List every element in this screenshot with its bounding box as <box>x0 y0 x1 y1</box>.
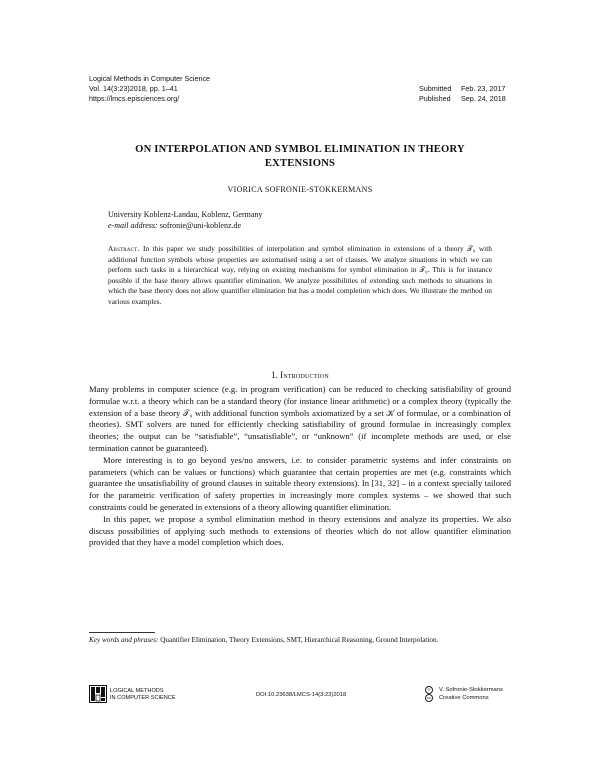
journal-volume: Vol. 14(3:23)2018, pp. 1–41 <box>89 84 178 93</box>
paragraph-1: Many problems in computer science (e.g. in program verification) can be reduced to checking satisfiability of ground formulae w.r.t. a theory which can be a standard theory (for instance linear arithmetic) or a complex theory (typically the extension of a base theory 𝒯₀ with additional function symbols axiomatized by a set 𝒦 of formulae, or a combination of theories). SMT solvers are tuned for efficiently checking satisfiability of ground formulae in increasingly complex theories; the output can be “satisfiable”, “unsatisfiable”, or “unknown” (if incomplete methods are used, or else termination cannot be guaranteed). <box>89 384 511 453</box>
doi[interactable]: DOI:10.23638/LMCS-14(3:23)2018 <box>256 692 347 698</box>
logo-text-line1: LOGICAL METHODS <box>110 688 164 694</box>
author-affiliation-block <box>108 210 262 231</box>
published-date: Sep. 24, 2018 <box>461 94 506 103</box>
keywords-label: Key words and phrases: <box>89 636 159 644</box>
journal-header <box>89 74 210 104</box>
page-footer <box>89 685 511 707</box>
section-title: Introduction <box>280 370 329 380</box>
email-label: e-mail address: <box>108 220 158 230</box>
journal-name: Logical Methods in Computer Science <box>89 74 211 83</box>
submitted-date: Feb. 23, 2017 <box>461 84 506 93</box>
license-text[interactable]: Creative Commons <box>439 695 489 701</box>
body-text <box>89 384 511 549</box>
affiliation: University Koblenz-Landau, Koblenz, Germany <box>108 210 263 219</box>
paper-title <box>89 143 511 171</box>
paper-author: VIORICA SOFRONIE-STOKKERMANS <box>227 185 373 194</box>
submitted-label: Submitted <box>419 84 452 93</box>
footnote-rule <box>89 632 155 633</box>
paragraph-2: More interesting is to go beyond yes/no answers, i.e. to consider parametric systems and infer constraints on parameters (which can be values or functions) which guarantee that certain properties are met (e.g. constraints which guarantee the unsatisfiability of ground clauses in suitable theory extensions). In [31, 32] – in a context specially tailored for the parametric verification of safety properties in increasingly more complex systems – we showed that such constraints could be generated in extensions of a theory allowing quantifier elimination. <box>89 454 511 512</box>
section-heading <box>89 370 511 380</box>
paper-title-line1: ON INTERPOLATION AND SYMBOL ELIMINATION IN THEORY <box>135 144 465 155</box>
published-label: Published <box>419 94 451 103</box>
logo-text <box>110 688 176 702</box>
copyright-block <box>425 686 503 702</box>
keywords <box>89 635 511 645</box>
paper-title-line2: EXTENSIONS <box>264 158 336 169</box>
abstract-label: Abstract. <box>108 244 140 253</box>
section-number: 1. <box>271 370 278 380</box>
author-email[interactable]: sofronie@uni-koblenz.de <box>159 220 242 230</box>
paragraph-3: In this paper, we propose a symbol elimination method in theory extensions and analyze its properties. We also discuss possibilities of applying such methods to extensions of theories which do not allow quantifier elimination provided that they have a model completion which does. <box>89 513 511 548</box>
logo-text-line2: IN COMPUTER SCIENCE <box>110 694 176 701</box>
keywords-text: Quantifier Elimination, Theory Extensions, SMT, Hierarchical Reasoning, Ground Interpolation. <box>160 636 439 644</box>
copyright-icon: © <box>425 686 433 694</box>
creative-commons-icon: cc <box>427 695 431 700</box>
submission-dates <box>419 84 506 104</box>
lmcs-logo-icon <box>89 685 107 703</box>
abstract <box>108 244 492 307</box>
journal-url[interactable]: https://lmcs.episciences.org/ <box>89 94 180 103</box>
abstract-text: In this paper we study possibilities of interpolation and symbol elimination in extensions of a theory 𝒯₀ with additional function symbols whose properties are axiomatised using a set of clauses. We analyze situations in which we can perform such tasks in a hierarchical way, relying on existing mechanisms for symbol elimination in 𝒯₀. This is for instance possible if the base theory allows quantifier elimination. We analyze possibilities of extending such methods to situations in which the base theory does not allow quantifier elimination but has a model completion which does. We illustrate the method on various examples. <box>108 244 492 306</box>
copyright-author: V. Sofronie-Stokkermans <box>439 687 503 693</box>
